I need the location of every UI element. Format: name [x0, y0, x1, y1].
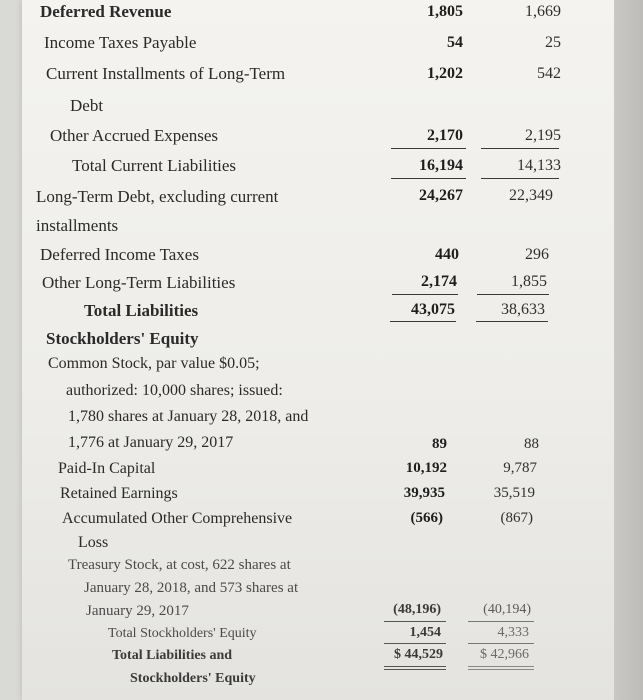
underline [468, 643, 534, 644]
row-label: Accumulated Other Comprehensive [62, 510, 293, 527]
underline [384, 621, 446, 622]
row-label-cont: authorized: 10,000 shares; issued: [66, 382, 283, 399]
value-2017: 296 [525, 246, 549, 263]
row-label: Common Stock, par value $0.05; [48, 355, 260, 372]
value-2017: 4,333 [497, 625, 529, 640]
value-2018: 16,194 [419, 157, 463, 174]
row-label: Total Stockholders' Equity [108, 626, 257, 641]
underline [384, 643, 446, 644]
row-label: Current Installments of Long-Term [46, 64, 286, 83]
double-underline [468, 666, 534, 667]
value-2018: 2,174 [421, 273, 457, 290]
row-label: Total Liabilities and [112, 648, 233, 663]
row-label: Total Current Liabilities [72, 156, 237, 175]
row-label: Deferred Income Taxes [40, 245, 199, 264]
value-2018: $ 44,529 [394, 647, 443, 662]
row-label-cont: 1,776 at January 29, 2017 [68, 434, 234, 451]
row-label: Long-Term Debt, excluding current [36, 187, 279, 206]
row-label: Other Long-Term Liabilities [42, 273, 236, 292]
row-label-cont: installments [36, 216, 119, 235]
row-label-cont: January 29, 2017 [86, 603, 189, 619]
value-2017: $ 42,966 [480, 647, 529, 662]
underline [390, 321, 456, 322]
value-2018: 440 [435, 246, 459, 263]
underline [481, 178, 559, 179]
value-2018: (566) [410, 510, 443, 526]
underline [391, 148, 466, 149]
row-label: Total Liabilities [84, 301, 199, 320]
value-2017: 2,195 [525, 127, 561, 144]
underline [468, 621, 534, 622]
value-2018: 24,267 [419, 187, 463, 204]
value-2017: 38,633 [501, 301, 545, 318]
value-2018: 54 [447, 34, 463, 51]
row-label-cont: January 28, 2018, and 573 shares at [84, 580, 299, 596]
value-2017: 542 [537, 65, 561, 82]
row-label-cont: Loss [78, 534, 109, 551]
value-2017: 14,133 [517, 157, 561, 174]
row-label: Treasury Stock, at cost, 622 shares at [68, 557, 291, 573]
row-label-cont: Stockholders' Equity [130, 671, 256, 686]
double-underline [384, 669, 446, 670]
value-2017: 9,787 [503, 460, 537, 476]
value-2017: (40,194) [483, 602, 531, 617]
value-2017: 88 [524, 436, 539, 452]
value-2018: 2,170 [427, 127, 463, 144]
row-label-cont: Debt [70, 96, 104, 115]
row-label-cont: 1,780 shares at January 28, 2018, and [68, 408, 309, 425]
row-label: Retained Earnings [60, 485, 178, 502]
underline [391, 178, 466, 179]
underline [392, 294, 458, 295]
value-2018: 89 [432, 436, 447, 452]
value-2017: 35,519 [493, 485, 535, 501]
underline [477, 294, 549, 295]
page-edge [614, 0, 643, 700]
value-2017: 22,349 [509, 187, 553, 204]
value-2018: 1,805 [427, 3, 463, 20]
double-underline [468, 669, 534, 670]
double-underline [384, 666, 446, 667]
value-2018: 39,935 [403, 485, 445, 501]
value-2018: (48,196) [393, 602, 441, 617]
row-label: Paid-In Capital [58, 460, 156, 477]
value-2017: 1,669 [525, 3, 561, 20]
value-2018: 43,075 [411, 301, 455, 318]
row-label: Deferred Revenue [40, 2, 172, 21]
value-2018: 10,192 [405, 460, 447, 476]
value-2017: 1,855 [511, 273, 547, 290]
underline [481, 148, 559, 149]
row-label: Other Accrued Expenses [50, 126, 219, 145]
row-label: Income Taxes Payable [44, 33, 197, 52]
underline [476, 321, 548, 322]
value-2017: (867) [500, 510, 533, 526]
section-heading: Stockholders' Equity [46, 329, 199, 348]
value-2018: 1,202 [427, 65, 463, 82]
value-2018: 1,454 [409, 625, 441, 640]
value-2017: 25 [545, 34, 561, 51]
